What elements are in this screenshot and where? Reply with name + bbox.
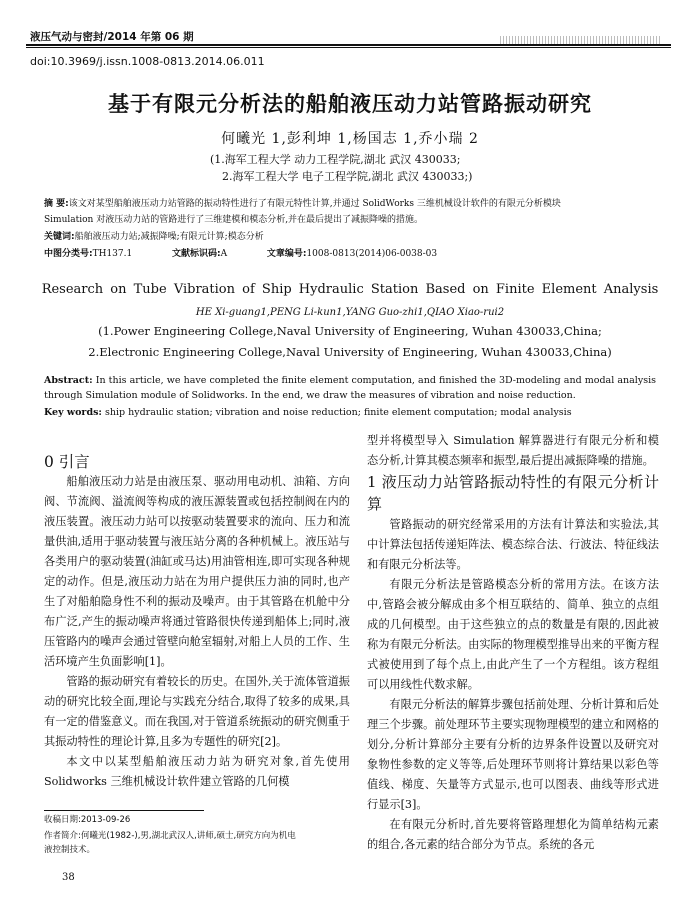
- section-0-continuation: 型并将模型导入 Simulation 解算器进行有限元分析和模态分析,计算其模态频率和振型,最后提出减振降噪的措施。: [367, 434, 659, 467]
- page-number: 38: [62, 872, 75, 883]
- abstract-en: [44, 373, 656, 403]
- doc-code-value: A: [220, 249, 228, 259]
- footnote-rule: [44, 810, 204, 811]
- abstract-en-text: In this article, we have completed the finite element computation, and finished the 3D-modeling and modal analysis through Simulation module of Solidworks. In the end, we draw the measures of vibration and noise reduction.: [44, 375, 656, 401]
- section-0-paragraph-2: 管路的振动研究有着较长的历史。在国外,关于流体管道振动的研究比较全面,理论与实践充分结合,取得了较多的成果,具有一定的借鉴意义。而在我国,对于管道系统振动的研究侧重于其振动特性的理论计算,且多为专题性的研究[2]。: [44, 675, 350, 748]
- abstract-cn-line1: 该文对某型船舶液压动力站管路的振动特性进行了有限元特性计算,并通过 SolidWorks 三维机械设计软件的有限元分析模块: [68, 199, 561, 209]
- header-decoration: [500, 36, 660, 44]
- article-no-label: 文章编号:: [266, 249, 307, 259]
- keywords-en-text: ship hydraulic station; vibration and noise reduction; finite element computation; modal analysis: [104, 407, 572, 418]
- abstract-cn: [44, 196, 561, 209]
- clc-value: TH137.1: [92, 249, 133, 259]
- abstract-en-label: Abstract:: [44, 375, 93, 386]
- clc-label: 中图分类号:: [44, 249, 93, 259]
- section-1-paragraph-3: 有限元分析法的解算步骤包括前处理、分析计算和后处理三个步骤。前处理环节主要实现物理模型的建立和网格的划分,分析计算部分主要有分析的边界条件设置以及研究对象物性参数的定义等等,后处理环节则将计算结果以彩色等值线、梯度、矢量等方式显示,也可以图表、曲线等形式进行显示[3]。: [367, 698, 659, 811]
- keywords-cn-text: 船舶液压动力站;减振降噪;有限元计算;模态分析: [74, 232, 264, 242]
- section-0-heading: 0 引言: [44, 453, 90, 471]
- keywords-en: [44, 405, 656, 420]
- section-0-paragraph-3: 本文中以某型船舶液压动力站为研究对象,首先使用 Solidworks 三维机械设计软件建立管路的几何模: [44, 755, 350, 788]
- footnote-author-bio-cont: 液控制技术。: [44, 845, 96, 855]
- authors-en: HE Xi-guang1,PENG Li-kun1,YANG Guo-zhi1,QIAO Xiao-rui2: [195, 307, 505, 318]
- keywords-en-label: Key words:: [44, 407, 102, 418]
- journal-header: 液压气动与密封/2014 年第 06 期: [30, 31, 194, 43]
- header-rule-thin: [26, 47, 671, 48]
- footnote-received: 收稿日期:2013-09-26: [44, 815, 131, 825]
- title-en: Research on Tube Vibration of Ship Hydraulic Station Based on Finite Element Analysis: [41, 282, 659, 297]
- classification-line: [44, 246, 437, 259]
- affiliation-en-1: (1.Power Engineering College,Naval University of Engineering, Wuhan 430033,China;: [98, 324, 602, 338]
- affiliation-cn-1: (1.海军工程大学 动力工程学院,湖北 武汉 430033;: [210, 153, 461, 166]
- section-0-paragraph-1: 船舶液压动力站是由液压泵、驱动用电动机、油箱、方向阀、节流阀、溢流阀等构成的液压源装置或包括控制阀在内的液压装置。液压动力站可以按驱动装置要求的流向、压力和流量供油,适用于驱动装置与液压站分离的各种机械上。液压站与各类用户的驱动装置(油缸或马达)用油管相连,即可实现各种规定的动作。但是,液压动力站在为用户提供压力油的同时,也产生了对船舶隐身性不利的振动及噪声。由于其管路在机舱中分布广泛,产生的振动噪声将通过管路很快传递到船体上;同时,液压管路内的噪声会通过管壁向舱室辐射,对船上人员的工作、生活环境产生负面影响[1]。: [44, 475, 350, 668]
- affiliation-en-2: 2.Electronic Engineering College,Naval University of Engineering, Wuhan 430033,China): [88, 345, 612, 359]
- authors-cn: 何曦光 1,彭利坤 1,杨国志 1,乔小瑞 2: [221, 131, 479, 147]
- section-1-paragraph-1: 管路振动的研究经常采用的方法有计算法和实验法,其中计算法包括传递矩阵法、模态综合法、行波法、特征线法和有限元分析法等。: [367, 518, 659, 571]
- doi[interactable]: doi:10.3969/j.issn.1008-0813.2014.06.011: [30, 55, 265, 68]
- keywords-cn: [44, 229, 264, 242]
- abstract-cn-label: 摘 要:: [44, 199, 69, 209]
- section-1-paragraph-2: 有限元分析法是管路模态分析的常用方法。在该方法中,管路会被分解成由多个相互联结的、简单、独立的点组成的几何模型。由于这些独立的点的数量是有限的,因此被称为有限元分析法。由实际的物理模型推导出来的平衡方程式被使用到了每个点上,由此产生了一个方程组。该方程组可以用线性代数求解。: [367, 578, 659, 691]
- keywords-cn-label: 关键词:: [44, 232, 75, 242]
- section-1-paragraph-4: 在有限元分析时,首先要将管路理想化为简单结构元素的组合,各元素的结合部分为节点。系统的各元: [367, 818, 659, 851]
- abstract-cn-line2: Simulation 对液压动力站的管路进行了三维建模和模态分析,并在最后提出了减振降噪的措施。: [44, 215, 424, 225]
- footnote-author-bio: 作者简介:何曦光(1982-),男,湖北武汉人,讲师,硕士,研究方向为机电: [44, 831, 296, 841]
- left-column: [44, 452, 350, 792]
- title-cn: 基于有限元分析法的船舶液压动力站管路振动研究: [108, 92, 592, 116]
- section-1-heading: 1 液压动力站管路振动特性的有限元分析计算: [367, 473, 659, 513]
- right-column: [367, 431, 659, 855]
- header-rule: [26, 44, 671, 46]
- article-no-value: 1008-0813(2014)06-0038-03: [306, 249, 438, 259]
- affiliation-cn-2: 2.海军工程大学 电子工程学院,湖北 武汉 430033;): [222, 170, 473, 183]
- doc-code-label: 文献标识码:: [171, 249, 221, 259]
